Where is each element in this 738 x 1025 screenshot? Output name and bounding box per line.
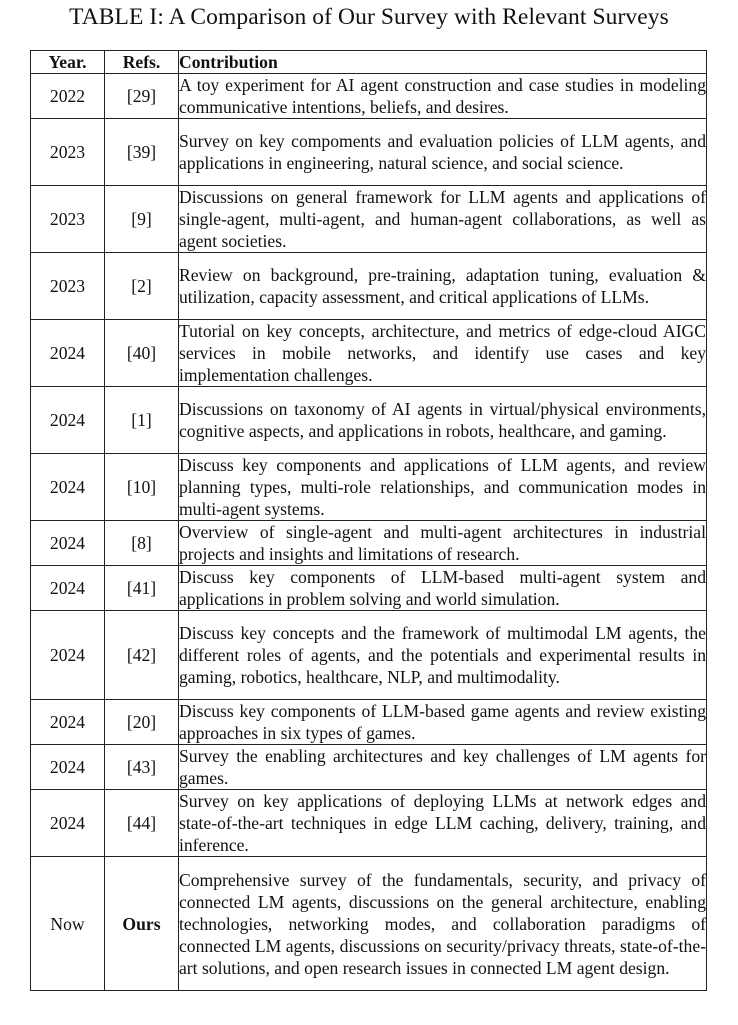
year-cell: 2024 [31,521,105,566]
header-row [31,51,707,74]
header-refs: Refs. [105,51,179,74]
table-row [31,186,707,253]
table-row [31,521,707,566]
contribution-cell: Tutorial on key concepts, architecture, and metrics of edge-cloud AIGC services in mobile networks, and identify use cases and key implementation challenges. [179,321,706,385]
table-row [31,745,707,790]
table-row [31,700,707,745]
contribution-cell: Discuss key components and applications of LLM agents, and review planning types, multi-role relationships, and communication modes in multi-agent systems. [179,455,706,519]
table-row [31,857,707,991]
ref-cell: [44] [105,790,179,857]
ref-cell: [42] [105,611,179,700]
table-row [31,119,707,186]
year-cell: 2024 [31,566,105,611]
table-row [31,454,707,521]
contribution-cell: Comprehensive survey of the fundamentals, security, and privacy of connected LM agents, discussions on the general architecture, enabling technologies, networking modes, and collaboration paradigms of connected LM agents, discussions on security/privacy threats, state-of-the-art solutions, and open research issues in connected LM agent design. [179,857,707,991]
table-row [31,387,707,454]
comparison-table [30,50,707,991]
table-row [31,253,707,320]
year-cell: 2024 [31,320,105,387]
ref-cell: [20] [105,700,179,745]
contribution-cell: Discuss key components of LLM-based game agents and review existing approaches in six types of games. [179,701,706,743]
ref-cell: [29] [105,74,179,119]
ref-cell: [43] [105,745,179,790]
table-row [31,611,707,700]
ref-cell: [10] [105,454,179,521]
year-cell: 2024 [31,454,105,521]
contribution-cell: Overview of single-agent and multi-agent architectures in industrial projects and insights and limitations of research. [179,522,706,564]
contribution-cell: Discussions on taxonomy of AI agents in virtual/physical environments, cognitive aspects, and applications in robots, healthcare, and gaming. [179,387,707,454]
table-row [31,320,707,387]
header-contribution: Contribution [179,51,707,74]
contribution-cell: Review on background, pre-training, adaptation tuning, evaluation & utilization, capacity assessment, and critical applications of LLMs. [179,253,707,320]
year-cell: 2022 [31,74,105,119]
header-year: Year. [31,51,105,74]
table-caption: TABLE I: A Comparison of Our Survey with Relevant Surveys [69,4,669,30]
year-cell: 2023 [31,186,105,253]
contribution-cell: Discuss key concepts and the framework of multimodal LM agents, the different roles of agents, and the potentials and experimental results in gaming, robotics, healthcare, NLP, and multimodality. [179,611,707,700]
ref-cell: [1] [105,387,179,454]
ref-cell: [40] [105,320,179,387]
table-row [31,74,707,119]
contribution-cell: A toy experiment for AI agent construction and case studies in modeling communicative intentions, beliefs, and desires. [179,75,706,117]
contribution-cell: Survey on key compoments and evaluation policies of LLM agents, and applications in engineering, natural science, and social science. [179,119,707,186]
year-cell: 2023 [31,119,105,186]
year-cell: 2024 [31,790,105,857]
contribution-cell: Survey on key applications of deploying LLMs at network edges and state-of-the-art techniques in edge LLM caching, delivery, training, and inference. [179,791,706,855]
ref-cell: [41] [105,566,179,611]
ref-cell: [2] [105,253,179,320]
ref-cell: Ours [105,857,179,991]
contribution-cell: Survey the enabling architectures and key challenges of LM agents for games. [179,746,706,788]
ref-cell: [8] [105,521,179,566]
year-cell: 2024 [31,611,105,700]
year-cell: 2024 [31,387,105,454]
table-row [31,790,707,857]
year-cell: Now [31,857,105,991]
contribution-cell: Discussions on general framework for LLM agents and applications of single-agent, multi-agent, and human-agent collaborations, as well as agent societies. [179,187,706,251]
year-cell: 2024 [31,700,105,745]
ref-cell: [9] [105,186,179,253]
year-cell: 2024 [31,745,105,790]
table-row [31,566,707,611]
ref-cell: [39] [105,119,179,186]
year-cell: 2023 [31,253,105,320]
contribution-cell: Discuss key components of LLM-based multi-agent system and applications in problem solving and world simulation. [179,567,706,609]
